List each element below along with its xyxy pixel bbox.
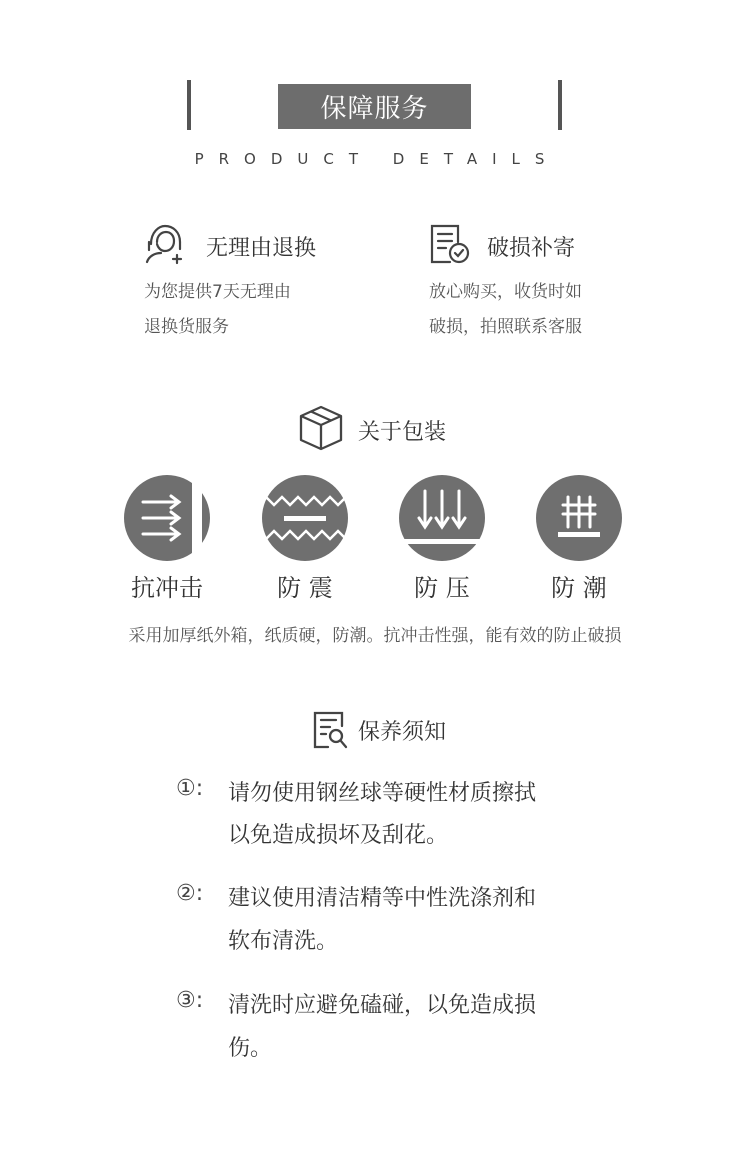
- care-item-1-line1: 请勿使用钢丝球等硬性材质擦拭: [228, 781, 537, 806]
- headset-user-icon: [143, 222, 187, 266]
- service-title-return: 无理由退换: [206, 236, 317, 261]
- header-right-bar: [558, 80, 562, 130]
- care-item-1-line2: 以免造成损坏及刮花。: [228, 823, 449, 848]
- care-item-2-number: ②:: [176, 881, 204, 906]
- pressure-arrows-icon: [399, 475, 485, 561]
- page-title: 保障服务: [278, 84, 471, 129]
- care-item-1-number: ①:: [176, 776, 204, 801]
- document-check-icon: [428, 222, 472, 266]
- service-title-damage: 破损补寄: [487, 236, 576, 261]
- packaging-title: 关于包装: [358, 420, 447, 445]
- feature-label-pressure: 防 压: [414, 574, 470, 602]
- service-desc-damage-line1: 放心购买，收货时如: [429, 282, 582, 302]
- feature-label-impact: 抗冲击: [131, 574, 203, 602]
- care-item-2-line1: 建议使用清洁精等中性洗涤剂和: [228, 886, 537, 911]
- care-title: 保养须知: [358, 720, 447, 745]
- impact-arrows-icon: [124, 475, 210, 561]
- care-item-2-line2: 软布清洗。: [228, 929, 339, 954]
- feature-label-shock: 防 震: [277, 574, 333, 602]
- care-item-3-number: ③:: [176, 988, 204, 1013]
- shockproof-icon: [262, 475, 348, 561]
- care-item-3-line2: 伤。: [228, 1036, 273, 1061]
- document-search-icon: [312, 710, 348, 750]
- care-item-3-line1: 清洗时应避免磕碰，以免造成损: [228, 993, 537, 1018]
- header-left-bar: [187, 80, 191, 130]
- service-desc-return-line1: 为您提供7天无理由: [144, 282, 291, 302]
- service-desc-damage-line2: 破损，拍照联系客服: [429, 317, 582, 337]
- feature-label-moisture: 防 潮: [551, 574, 607, 602]
- page-subtitle: PRODUCT DETAILS: [194, 150, 560, 168]
- moisture-icon: [536, 475, 622, 561]
- box-icon: [298, 404, 344, 452]
- packaging-description: 采用加厚纸外箱，纸质硬，防潮。抗冲击性强，能有效的防止破损: [128, 626, 622, 646]
- service-desc-return-line2: 退换货服务: [144, 317, 229, 337]
